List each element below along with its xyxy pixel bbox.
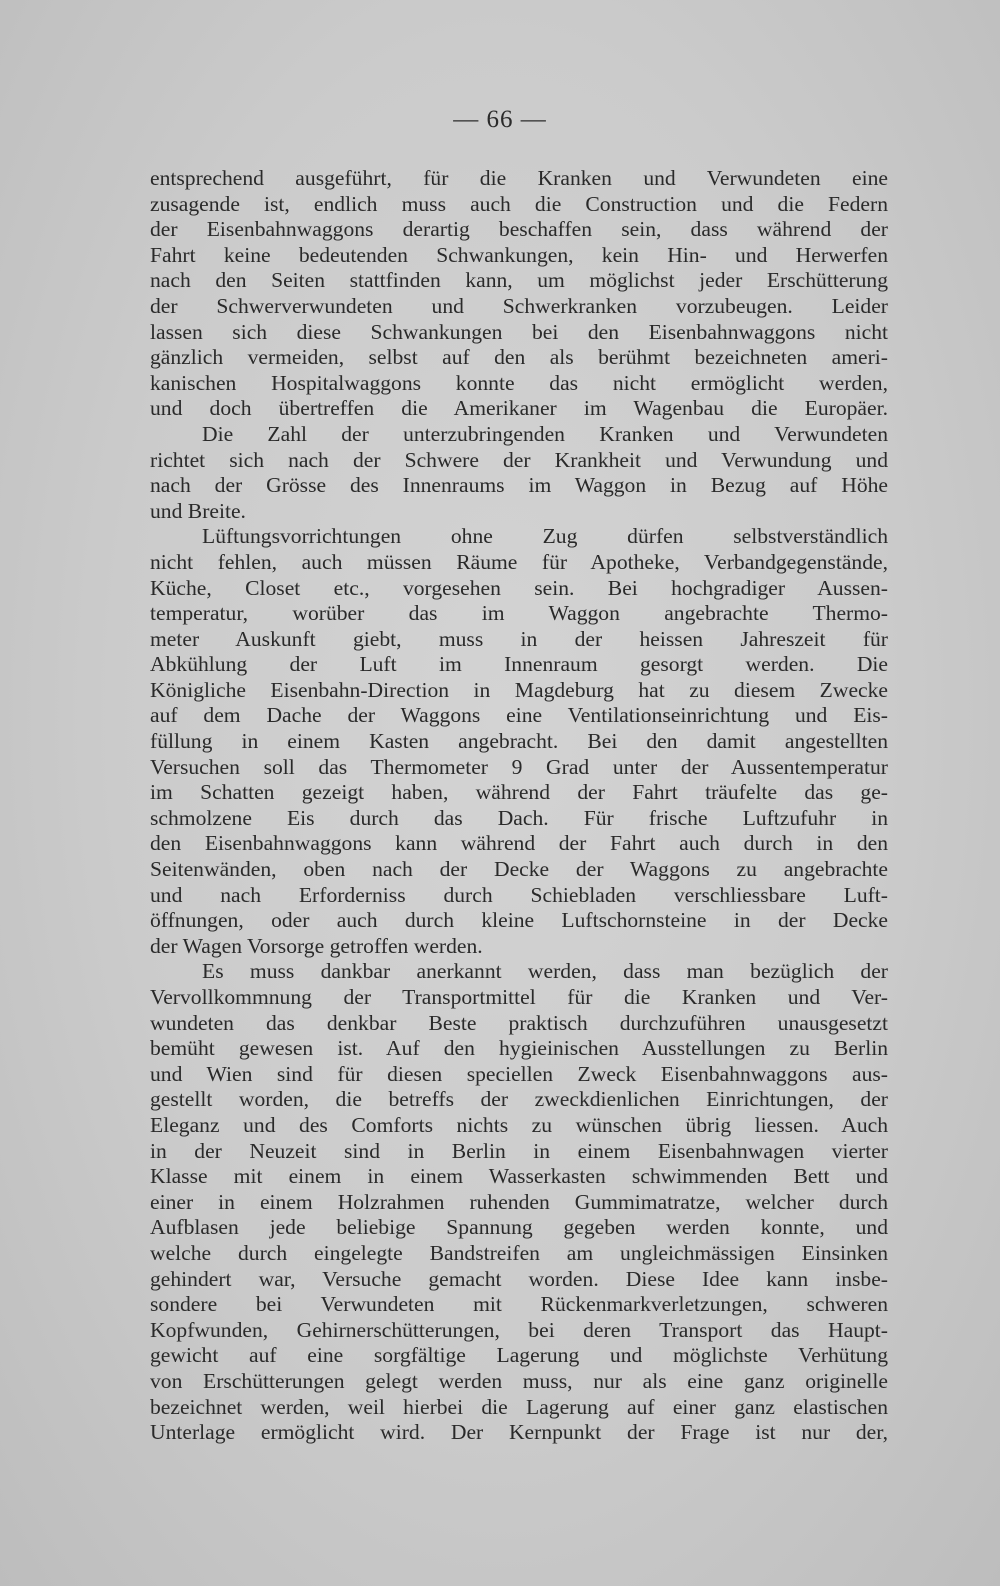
text-line: nach den Seiten stattfinden kann, um möglichst jeder Erschütterung <box>150 268 888 293</box>
text-line: temperatur, worüber das im Waggon angebrachte Thermo- <box>150 601 888 626</box>
text-line: schmolzene Eis durch das Dach. Für frische Luftzufuhr in <box>150 805 888 830</box>
text-line: Küche, Closet etc., vorgesehen sein. Bei hochgradiger Aussen- <box>150 575 888 600</box>
text-line: Versuchen soll das Thermometer 9 Grad unter der Aussentemperatur <box>150 754 888 779</box>
text-line: nach der Grösse des Innenraums im Waggon in Bezug auf Höhe <box>150 473 888 498</box>
text-line: wundeten das denkbar Beste praktisch durchzuführen unausgesetzt <box>150 1010 888 1035</box>
text-line: den Eisenbahnwaggons kann während der Fahrt auch durch in den <box>150 831 888 856</box>
text-line: meter Auskunft giebt, muss in der heissen Jahreszeit für <box>150 626 888 651</box>
text-line: sondere bei Verwundeten mit Rückenmarkverletzungen, schweren <box>150 1292 888 1317</box>
text-line: der Schwerverwundeten und Schwerkranken vorzubeugen. Leider <box>150 293 888 318</box>
text-line: lassen sich diese Schwankungen bei den Eisenbahnwaggons nicht <box>150 319 888 344</box>
text-line: nicht fehlen, auch müssen Räume für Apotheke, Verbandgegenstände, <box>150 549 888 574</box>
text-line: Es muss dankbar anerkannt werden, dass man bezüglich der <box>202 959 888 984</box>
text-line: Eleganz und des Comforts nichts zu wünschen übrig liessen. Auch <box>150 1112 888 1137</box>
text-line: Lüftungsvorrichtungen ohne Zug dürfen selbstverständlich <box>202 524 888 549</box>
text-line: Königliche Eisenbahn-Direction in Magdeburg hat zu diesem Zwecke <box>150 677 888 702</box>
text-line: zusagende ist, endlich muss auch die Construction und die Federn <box>150 191 888 216</box>
text-line: der Eisenbahnwaggons derartig beschaffen sein, dass während der <box>150 217 888 242</box>
text-line: Vervollkommnung der Transportmittel für die Kranken und Ver- <box>150 985 888 1009</box>
text-line: und doch übertreffen die Amerikaner im Wagenbau die Europäer. <box>150 396 888 421</box>
text-line: im Schatten gezeigt haben, während der Fahrt träufelte das ge- <box>150 780 888 805</box>
text-line: Fahrt keine bedeutenden Schwankungen, kein Hin- und Herwerfen <box>150 242 888 267</box>
text-line: Kopfwunden, Gehirnerschütterungen, bei deren Transport das Haupt- <box>150 1317 888 1342</box>
text-line: Unterlage ermöglicht wird. Der Kernpunkt der Frage ist nur der, <box>150 1420 888 1445</box>
text-line: füllung in einem Kasten angebracht. Bei den damit angestellten <box>150 729 888 754</box>
text-line: der Wagen Vorsorge getroffen werden. <box>150 933 483 958</box>
text-line: entsprechend ausgeführt, für die Kranken und Verwundeten eine <box>150 166 888 190</box>
text-line: gänzlich vermeiden, selbst auf den als berühmt bezeichneten ameri- <box>150 345 888 370</box>
text-line: bemüht gewesen ist. Auf den hygieinischen Ausstellungen zu Berlin <box>150 1036 888 1061</box>
text-line: öffnungen, oder auch durch kleine Luftschornsteine in der Decke <box>150 908 888 933</box>
text-line: Aufblasen jede beliebige Spannung gegeben werden konnte, und <box>150 1215 888 1240</box>
text-line: Klasse mit einem in einem Wasserkasten schwimmenden Bett und <box>150 1164 888 1189</box>
text-line: von Erschütterungen gelegt werden muss, nur als eine ganz originelle <box>150 1368 888 1393</box>
text-line: und nach Erforderniss durch Schiebladen verschliessbare Luft- <box>150 882 888 907</box>
text-line: gewicht auf eine sorgfältige Lagerung und möglichste Verhütung <box>150 1343 888 1368</box>
text-line: gestellt worden, die betreffs der zweckdienlichen Einrichtungen, der <box>150 1087 888 1112</box>
text-line: bezeichnet werden, weil hierbei die Lagerung auf einer ganz elastischen <box>150 1394 888 1419</box>
text-line: Die Zahl der unterzubringenden Kranken und Verwundeten <box>202 421 888 446</box>
text-line: in der Neuzeit sind in Berlin in einem Eisenbahnwagen vierter <box>150 1138 888 1163</box>
text-line: und Wien sind für diesen speciellen Zweck Eisenbahnwaggons aus- <box>150 1061 888 1086</box>
text-line: einer in einem Holzrahmen ruhenden Gummimatratze, welcher durch <box>150 1189 888 1214</box>
text-line: richtet sich nach der Schwere der Krankheit und Verwundung und <box>150 447 888 472</box>
text-line: Abkühlung der Luft im Innenraum gesorgt werden. Die <box>150 652 888 677</box>
body-text <box>150 166 888 1446</box>
text-line: welche durch eingelegte Bandstreifen am ungleichmässigen Einsinken <box>150 1240 888 1265</box>
text-line: auf dem Dache der Waggons eine Ventilationseinrichtung und Eis- <box>150 703 888 728</box>
text-line: gehindert war, Versuche gemacht worden. Diese Idee kann insbe- <box>150 1266 888 1291</box>
page-number: — 66 — <box>453 106 547 133</box>
text-line: Seitenwänden, oben nach der Decke der Waggons zu angebrachte <box>150 857 888 882</box>
text-line: kanischen Hospitalwaggons konnte das nicht ermöglicht werden, <box>150 370 888 395</box>
text-line: und Breite. <box>150 498 246 523</box>
